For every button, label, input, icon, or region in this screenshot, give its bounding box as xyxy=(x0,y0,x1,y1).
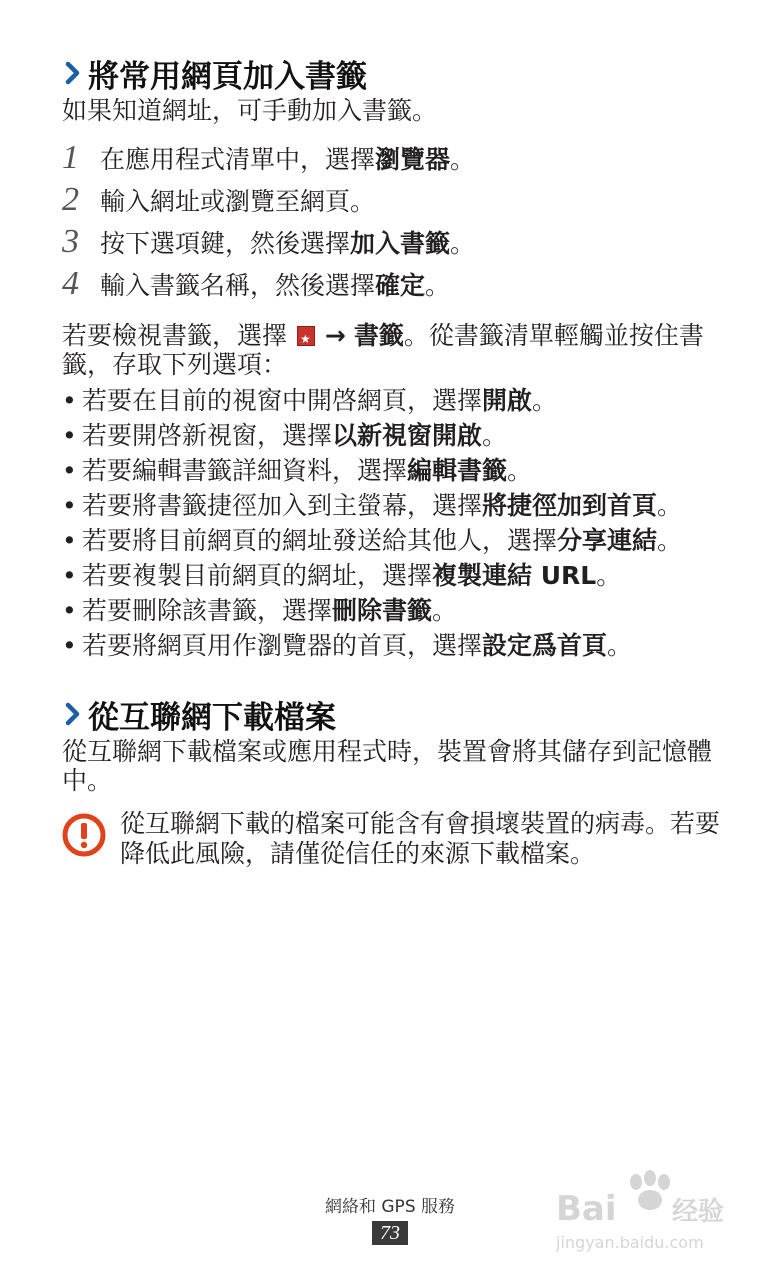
bullet-text-bold: 以新視窗開啟 xyxy=(332,421,483,450)
bullet-text-plain: 若要刪除該書籤，選擇 xyxy=(82,596,333,625)
bullet-text xyxy=(82,595,457,626)
step-text-bold: 瀏覽器 xyxy=(375,145,451,174)
intro-text: 如果知道網址，可手動加入書籤。 xyxy=(62,96,438,125)
view-bookmarks-text xyxy=(62,321,722,379)
bullet-text-plain: 若要編輯書籤詳細資料，選擇 xyxy=(82,456,408,485)
page-content xyxy=(62,50,722,869)
bullet-text-plain: 若要在目前的視窗中開啓網頁，選擇 xyxy=(82,386,483,415)
list-item xyxy=(62,525,722,556)
bullet-text-plain: 若要複製目前網頁的網址，選擇 xyxy=(82,561,433,590)
step-number: 1 xyxy=(62,139,79,176)
bullet-text-bold: 將捷徑加到首頁 xyxy=(482,491,658,520)
step-text-bold: 加入書籤 xyxy=(350,229,451,258)
bullet-icon: • xyxy=(62,596,77,625)
step-text-bold: 確定 xyxy=(375,271,426,300)
view-text-bold: 書籤 xyxy=(353,321,404,350)
step-text xyxy=(100,182,375,218)
svg-text:经验: 经验 xyxy=(672,1197,725,1227)
section-title: 將常用網頁加入書籤 xyxy=(88,58,367,95)
bullet-text-end: 。 xyxy=(596,561,622,590)
chevron-right-icon xyxy=(62,700,86,728)
bullet-text-end: 。 xyxy=(607,631,633,660)
step-text-end: 。 xyxy=(450,229,476,258)
chevron-right-icon xyxy=(62,59,86,87)
chapter-name: 網絡和 GPS 服務 xyxy=(324,1197,456,1217)
bullet-text xyxy=(82,525,682,556)
page-number: 73 xyxy=(372,1221,408,1245)
step-item xyxy=(62,179,722,221)
view-text-plain: 若要檢視書籤，選擇 xyxy=(62,321,288,350)
step-text-plain: 在應用程式清單中，選擇 xyxy=(100,145,376,174)
step-number: 4 xyxy=(62,265,79,302)
bullet-text-end: 。 xyxy=(482,421,508,450)
bullet-text-plain: 若要將網頁用作瀏覽器的首頁，選擇 xyxy=(82,631,483,660)
step-text xyxy=(100,266,450,302)
section-title: 從互聯網下載檔案 xyxy=(88,699,336,736)
bullet-text xyxy=(82,560,621,591)
step-text-end: 。 xyxy=(425,271,451,300)
bullet-text-end: 。 xyxy=(657,491,683,520)
list-item xyxy=(62,595,722,626)
bullet-text-bold: 刪除書籤 xyxy=(332,596,433,625)
bullet-icon: • xyxy=(62,631,77,660)
bullet-text-end: 。 xyxy=(432,596,458,625)
steps-list xyxy=(62,137,722,305)
bullet-icon: • xyxy=(62,421,77,450)
step-text-end: 。 xyxy=(450,145,476,174)
step-number: 2 xyxy=(62,181,79,218)
step-text xyxy=(100,140,475,176)
step-item xyxy=(62,137,722,179)
bullet-text-plain: 若要將目前網頁的網址發送給其他人，選擇 xyxy=(82,526,558,555)
warning-note xyxy=(62,809,722,869)
bullet-text-end: 。 xyxy=(532,386,558,415)
bullet-text-end: 。 xyxy=(657,526,683,555)
bullet-icon: • xyxy=(62,456,77,485)
section-heading xyxy=(62,50,722,96)
bullet-text-plain: 若要開啓新視窗，選擇 xyxy=(82,421,333,450)
bullet-text-bold: 開啟 xyxy=(482,386,533,415)
list-item xyxy=(62,455,722,486)
bullet-text xyxy=(82,455,532,486)
bullet-text-bold: 分享連結 xyxy=(557,526,658,555)
section-heading xyxy=(62,691,722,737)
bullet-text-bold: 設定爲首頁 xyxy=(482,631,608,660)
intro-text: 從互聯網下載檔案或應用程式時，裝置會將其儲存到記憶體中。 xyxy=(62,737,713,795)
step-text xyxy=(100,224,475,260)
bookmark-icon xyxy=(297,326,315,346)
step-text-plain: 按下選項鍵，然後選擇 xyxy=(100,229,351,258)
list-item xyxy=(62,630,722,661)
step-item xyxy=(62,263,722,305)
svg-text:Bai: Bai xyxy=(556,1189,617,1229)
bullet-text-end: 。 xyxy=(507,456,533,485)
bullet-icon: • xyxy=(62,386,77,415)
bullet-text xyxy=(82,385,557,416)
bullet-text-bold: 編輯書籤 xyxy=(407,456,508,485)
warning-text: 從互聯網下載的檔案可能含有會損壞裝置的病毒。若要降低此風險，請僅從信任的來源下載檔案。 xyxy=(120,809,721,868)
bullet-text xyxy=(82,490,682,521)
bullet-icon: • xyxy=(62,561,77,590)
list-item xyxy=(62,560,722,591)
bullet-text-bold: 複製連結 URL xyxy=(432,561,597,590)
bullet-icon: • xyxy=(62,491,77,520)
step-text-plain: 輸入網址或瀏覽至網頁。 xyxy=(100,187,376,216)
options-list xyxy=(62,385,722,661)
svg-text:jingyan.baidu.com: jingyan.baidu.com xyxy=(556,1233,704,1252)
bullet-text-plain: 若要將書籤捷徑加入到主螢幕，選擇 xyxy=(82,491,483,520)
watermark-logo xyxy=(552,1168,752,1258)
view-text-end: 。從書籤清單輕觸並按住書籤，存取下列選項： xyxy=(62,321,704,379)
step-item xyxy=(62,221,722,263)
list-item xyxy=(62,385,722,416)
warning-icon xyxy=(62,813,106,857)
step-number: 3 xyxy=(62,223,79,260)
bullet-text xyxy=(82,420,507,451)
arrow-glyph: → xyxy=(324,321,346,350)
list-item xyxy=(62,420,722,451)
list-item xyxy=(62,490,722,521)
bullet-icon: • xyxy=(62,526,77,555)
step-text-plain: 輸入書籤名稱，然後選擇 xyxy=(100,271,376,300)
bullet-text xyxy=(82,630,632,661)
